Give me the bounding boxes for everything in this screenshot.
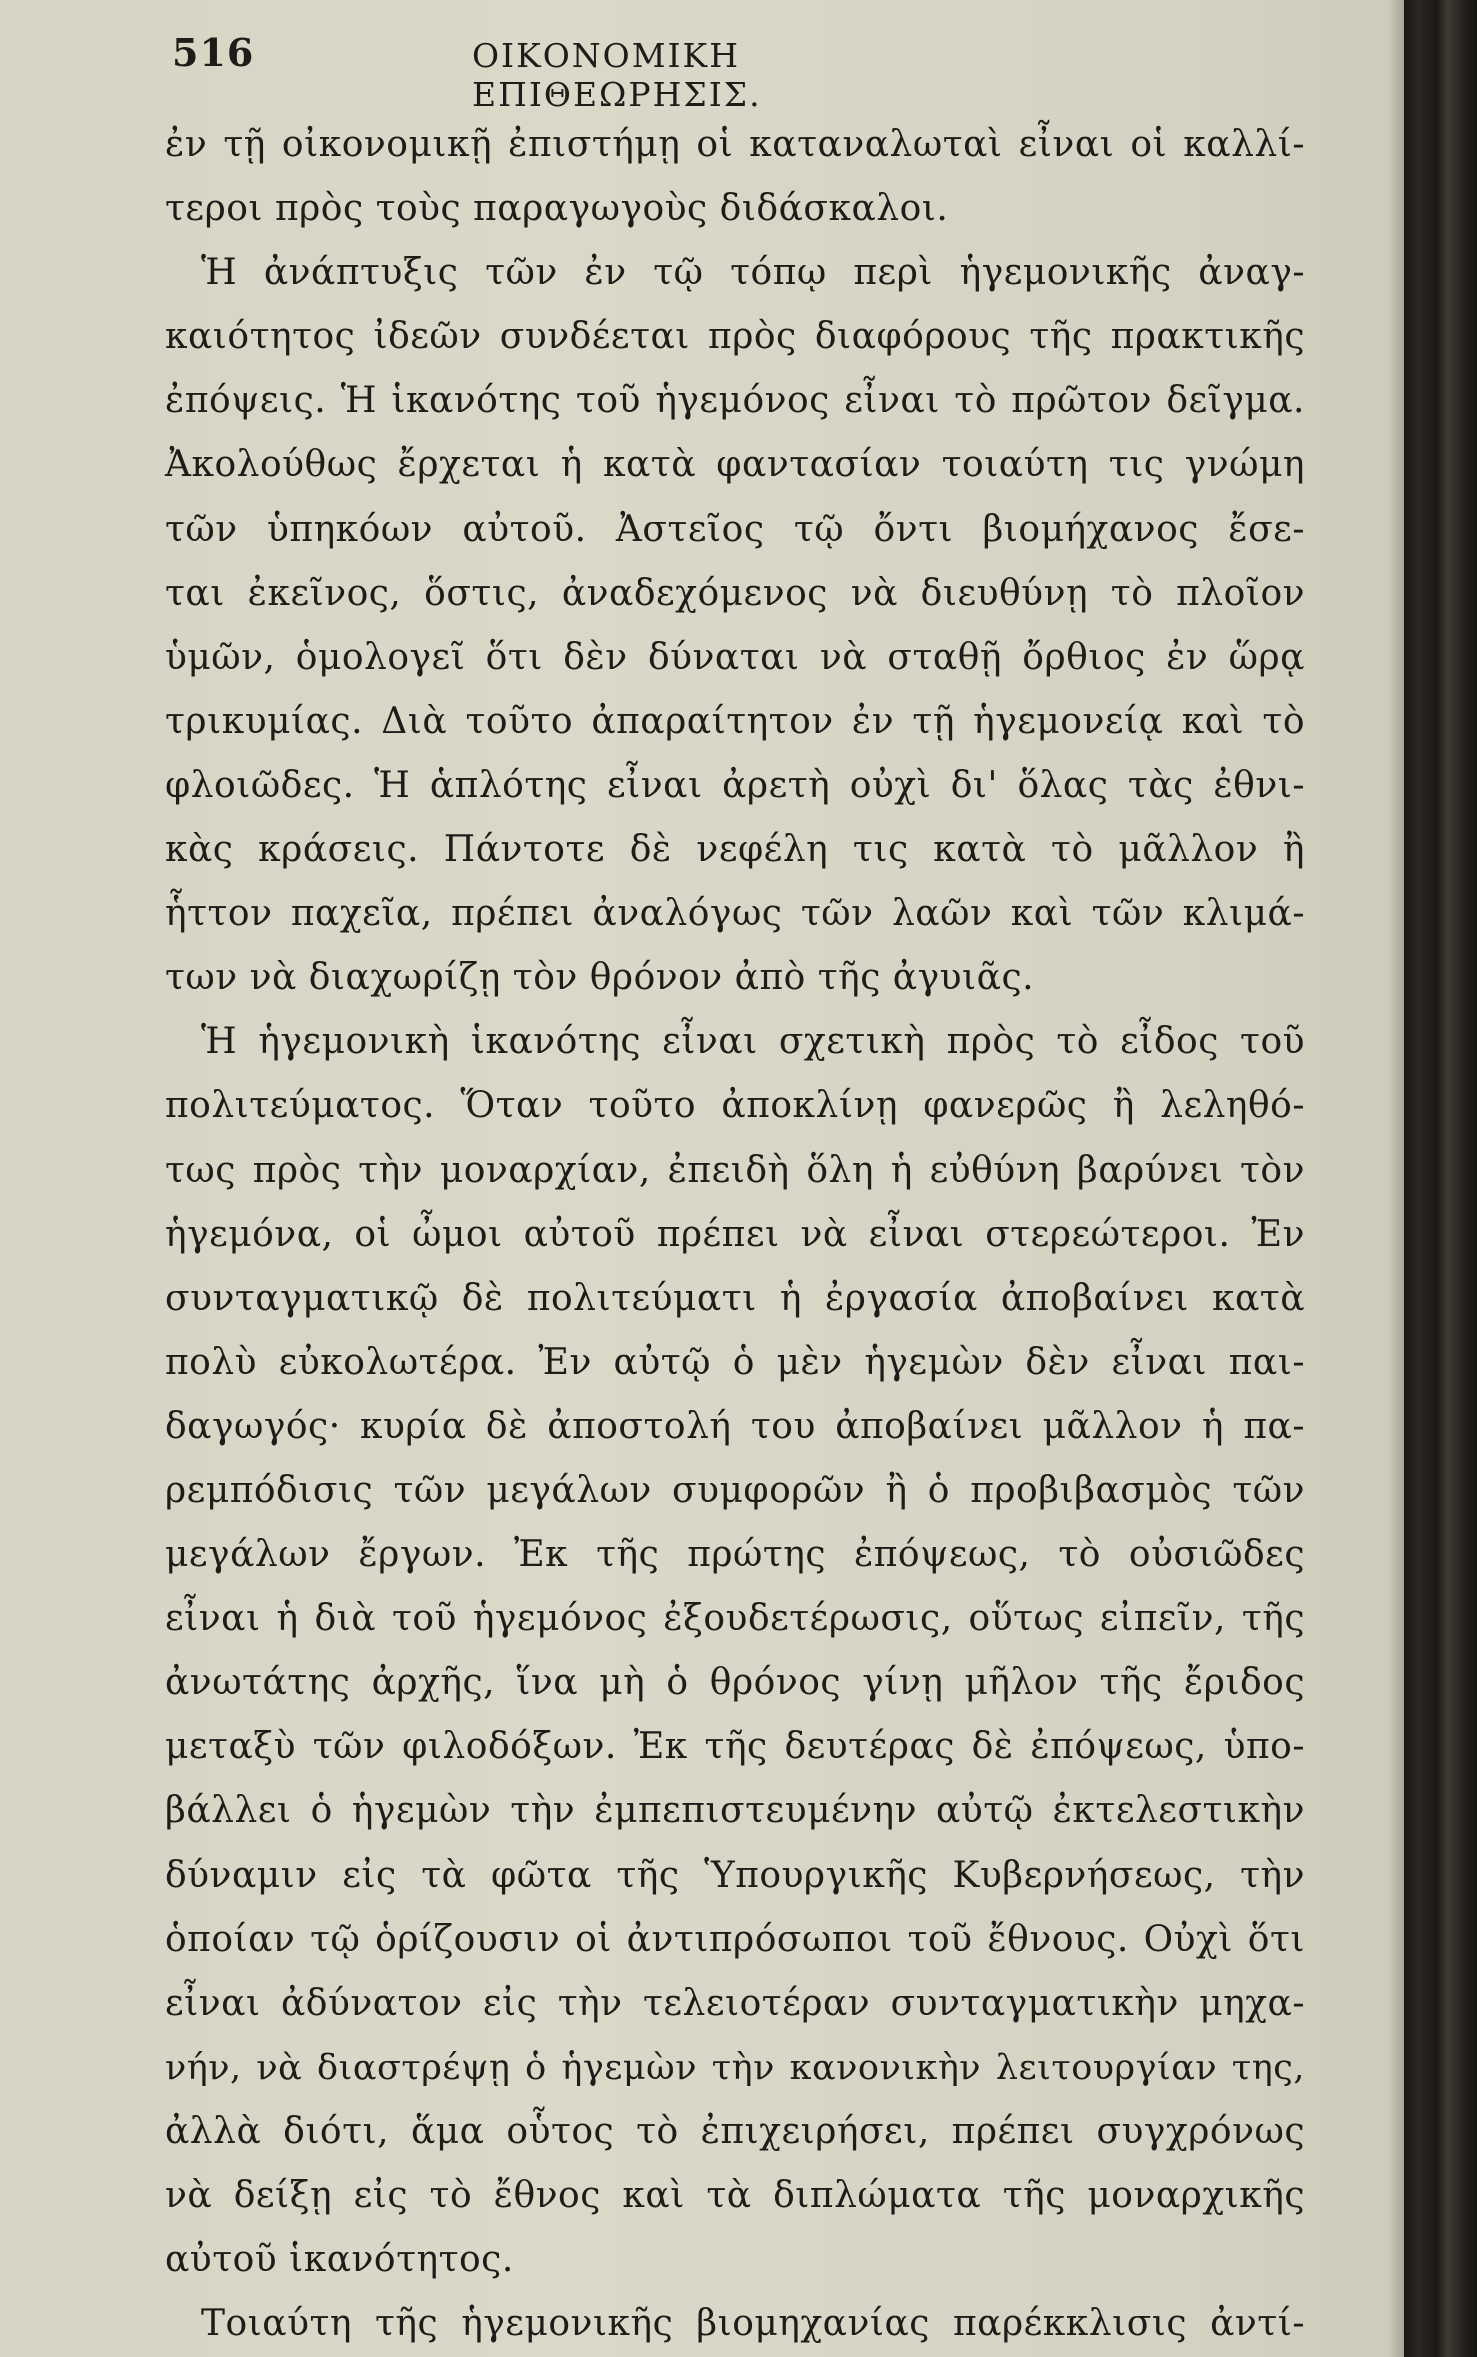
text-line: φλοιῶδες. Ἡ ἁπλότης εἶναι ἀρετὴ οὐχὶ δι' ὅλας τὰς ἐθνι- xyxy=(165,764,1305,806)
text-line: δύναμιν εἰς τὰ φῶτα τῆς Ὑπουργικῆς Κυβερνήσεως, τὴν xyxy=(165,1854,1305,1896)
text-line: ἀνωτάτης ἀρχῆς, ἵνα μὴ ὁ θρόνος γίνῃ μῆλον τῆς ἔριδος xyxy=(165,1662,1305,1704)
text-line: τεροι πρὸς τοὺς παραγωγοὺς διδάσκαλοι. xyxy=(165,188,949,230)
text-line: ἐπόψεις. Ἡ ἱκανότης τοῦ ἡγεμόνος εἶναι τὸ πρῶτον δεῖγμα. xyxy=(165,380,1305,422)
text-line: Ἀκολούθως ἔρχεται ἡ κατὰ φαντασίαν τοιαύτη τις γνώμη xyxy=(165,444,1305,486)
text-line: Ἡ ἀνάπτυξις τῶν ἐν τῷ τόπῳ περὶ ἡγεμονικῆς ἀναγ- xyxy=(201,252,1305,294)
text-line: νήν, νὰ διαστρέψῃ ὁ ἡγεμὼν τὴν κανονικὴν λειτουργίαν της, xyxy=(165,2047,1305,2088)
text-line: εἶναι ἀδύνατον εἰς τὴν τελειοτέραν συνταγματικὴν μηχα- xyxy=(165,1982,1305,2024)
text-line: τως πρὸς τὴν μοναρχίαν, ἐπειδὴ ὅλη ἡ εὐθύνη βαρύνει τὸν xyxy=(165,1149,1305,1191)
text-line: νὰ δείξῃ εἰς τὸ ἔθνος καὶ τὰ διπλώματα τῆς μοναρχικῆς xyxy=(165,2175,1305,2216)
text-line: δαγωγός· κυρία δὲ ἀποστολή του ἀποβαίνει μᾶλλον ἡ πα- xyxy=(165,1405,1305,1447)
text-line: ἀλλὰ διότι, ἅμα οὗτος τὸ ἐπιχειρήσει, πρέπει συγχρόνως xyxy=(165,2110,1305,2152)
text-line: ἧττον παχεῖα, πρέπει ἀναλόγως τῶν λαῶν καὶ τῶν κλιμά- xyxy=(165,893,1305,935)
text-line: τρικυμίας. Διὰ τοῦτο ἀπαραίτητον ἐν τῇ ἡγεμονείᾳ καὶ τὸ xyxy=(165,700,1305,742)
text-line: μεταξὺ τῶν φιλοδόξων. Ἐκ τῆς δευτέρας δὲ ἐπόψεως, ὑπο- xyxy=(165,1726,1305,1768)
text-line: ὁποίαν τῷ ὁρίζουσιν οἱ ἀντιπρόσωποι τοῦ ἔθνους. Οὐχὶ ὅτι xyxy=(165,1918,1305,1960)
body-text xyxy=(165,113,1305,2356)
text-line: Τοιαύτη τῆς ἡγεμονικῆς βιομηχανίας παρέκκλισις ἀντί- xyxy=(201,2303,1305,2345)
text-line: καιότητος ἰδεῶν συνδέεται πρὸς διαφόρους τῆς πρακτικῆς xyxy=(165,316,1305,358)
book-binding-edge xyxy=(1404,0,1477,2357)
text-line: ἡγεμόνα, οἱ ὦμοι αὐτοῦ πρέπει νὰ εἶναι στερεώτεροι. Ἐν xyxy=(165,1213,1305,1255)
page-number: 516 xyxy=(172,30,255,75)
running-head: ΟΙΚΟΝΟΜΙΚΗ ΕΠΙΘΕΩΡΗΣΙΣ. xyxy=(472,36,762,114)
text-line: των νὰ διαχωρίζῃ τὸν θρόνον ἀπὸ τῆς ἀγυιᾶς. xyxy=(165,957,1035,999)
text-line: βάλλει ὁ ἡγεμὼν τὴν ἐμπεπιστευμένην αὐτῷ ἐκτελεστικὴν xyxy=(165,1790,1305,1832)
text-line: πολιτεύματος. Ὅταν τοῦτο ἀποκλίνῃ φανερῶς ἢ λεληθό- xyxy=(165,1085,1305,1127)
text-line: αὐτοῦ ἱκανότητος. xyxy=(165,2239,514,2281)
text-line: Ἡ ἡγεμονικὴ ἱκανότης εἶναι σχετικὴ πρὸς τὸ εἶδος τοῦ xyxy=(201,1021,1305,1063)
text-line: μεγάλων ἔργων. Ἐκ τῆς πρώτης ἐπόψεως, τὸ οὐσιῶδες xyxy=(165,1534,1305,1576)
text-line: πολὺ εὐκολωτέρα. Ἐν αὐτῷ ὁ μὲν ἡγεμὼν δὲν εἶναι παι- xyxy=(165,1341,1305,1383)
text-line: κὰς κράσεις. Πάντοτε δὲ νεφέλη τις κατὰ τὸ μᾶλλον ἢ xyxy=(165,829,1305,871)
text-line: ὑμῶν, ὁμολογεῖ ὅτι δὲν δύναται νὰ σταθῇ ὄρθιος ἐν ὥρᾳ xyxy=(165,636,1305,678)
text-line: ται ἐκεῖνος, ὅστις, ἀναδεχόμενος νὰ διευθύνῃ τὸ πλοῖον xyxy=(165,572,1305,614)
page-header xyxy=(172,30,1002,114)
text-line: εἶναι ἡ διὰ τοῦ ἡγεμόνος ἐξουδετέρωσις, οὕτως εἰπεῖν, τῆς xyxy=(165,1598,1305,1640)
text-line: ρεμπόδισις τῶν μεγάλων συμφορῶν ἢ ὁ προβιβασμὸς τῶν xyxy=(165,1469,1305,1511)
text-line: τῶν ὑπηκόων αὐτοῦ. Ἀστεῖος τῷ ὄντι βιομήχανος ἔσε- xyxy=(165,508,1305,550)
text-line: ἐν τῇ οἰκονομικῇ ἐπιστήμῃ οἱ καταναλωταὶ εἶναι οἱ καλλί- xyxy=(165,124,1305,165)
text-line: συνταγματικῷ δὲ πολιτεύματι ἡ ἐργασία ἀποβαίνει κατὰ xyxy=(165,1277,1305,1319)
